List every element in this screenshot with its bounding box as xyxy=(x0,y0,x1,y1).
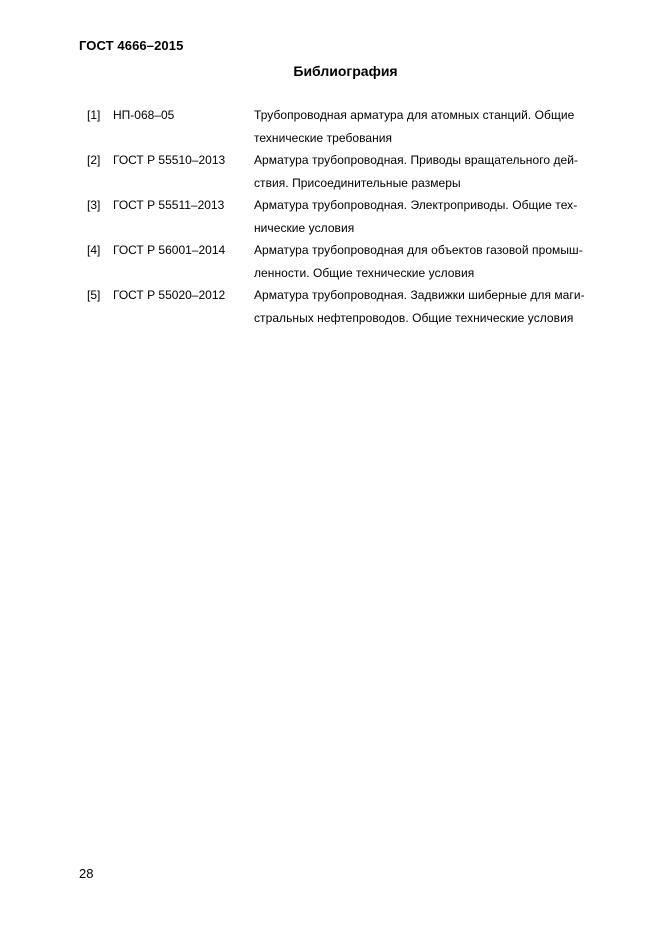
entry-code: ГОСТ Р 55510–2013 xyxy=(113,153,226,167)
entry-number: [5] xyxy=(87,288,101,302)
entry-title-line: Арматура трубопроводная. Задвижки шиберные для маги- xyxy=(254,288,585,302)
entry-title-line: Арматура трубопроводная. Электроприводы. Общие тех- xyxy=(254,198,578,212)
entry-code: ГОСТ Р 55020–2012 xyxy=(113,288,226,302)
entry-title xyxy=(254,149,609,194)
page-title: Библиография xyxy=(293,63,398,79)
entry-title xyxy=(254,194,609,239)
entry-code: ГОСТ Р 55511–2013 xyxy=(113,198,225,212)
entry-title-line: Арматура трубопроводная. Приводы вращательного дей- xyxy=(254,153,579,167)
bibliography-list xyxy=(87,104,617,329)
entry-number: [2] xyxy=(87,153,101,167)
bibliography-entry xyxy=(87,194,617,239)
entry-title-line: нические условия xyxy=(254,220,355,235)
entry-title xyxy=(254,104,609,149)
bibliography-entry xyxy=(87,149,617,194)
bibliography-entry xyxy=(87,239,617,284)
bibliography-entry xyxy=(87,284,617,329)
entry-code: ГОСТ Р 56001–2014 xyxy=(113,243,226,257)
entry-number: [4] xyxy=(87,243,101,257)
entry-title-line: ленности. Общие технические условия xyxy=(254,265,475,280)
entry-title xyxy=(254,239,609,284)
bibliography-entry xyxy=(87,104,617,149)
entry-title xyxy=(254,284,609,329)
entry-title-line: стральных нефтепроводов. Общие технические условия xyxy=(254,310,574,325)
entry-code: НП-068–05 xyxy=(113,108,175,122)
entry-title-line: Арматура трубопроводная для объектов газовой промыш- xyxy=(254,243,583,257)
entry-number: [1] xyxy=(87,108,101,122)
entry-title-line: Трубопроводная арматура для атомных станций. Общие xyxy=(254,108,575,122)
entry-title-line: технические требования xyxy=(254,130,393,145)
document-code: ГОСТ 4666–2015 xyxy=(79,38,184,53)
entry-number: [3] xyxy=(87,198,101,212)
entry-title-line: ствия. Присоединительные размеры xyxy=(254,175,461,190)
page-number: 28 xyxy=(79,866,94,881)
